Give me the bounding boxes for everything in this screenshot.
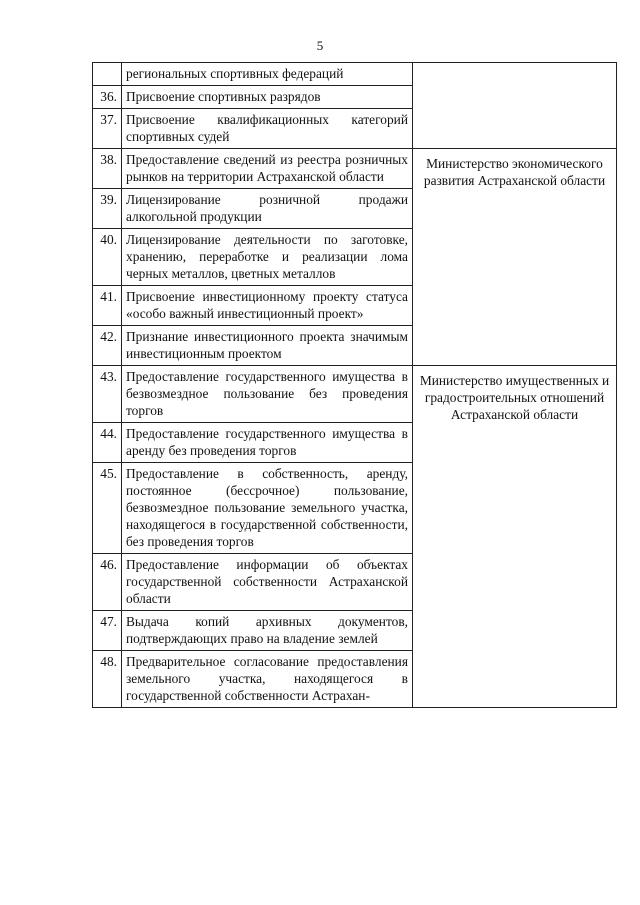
service-name: региональных спортивных федераций — [122, 63, 413, 86]
row-number: 41. — [93, 286, 122, 326]
service-name: Присвоение инвестиционному проекту статуса «особо важный инвестиционный проект» — [122, 286, 413, 326]
page-number: 5 — [316, 38, 324, 53]
row-number: 47. — [93, 611, 122, 651]
organization-economic: Министерство экономического развития Астраханской области — [413, 149, 617, 366]
service-name: Присвоение квалификационных категорий спортивных судей — [122, 109, 413, 149]
service-name: Присвоение спортивных разрядов — [122, 86, 413, 109]
row-number: 46. — [93, 554, 122, 611]
service-name: Предоставление в собственность, аренду, постоянное (бессрочное) пользование, безвозмездное пользование земельного участка, находящегося в государственной собственности, без проведения торгов — [122, 463, 413, 554]
table-row — [93, 366, 617, 423]
row-number: 44. — [93, 423, 122, 463]
row-number: 48. — [93, 651, 122, 708]
row-number: 38. — [93, 149, 122, 189]
organization-cell-empty — [413, 63, 617, 149]
service-name: Лицензирование деятельности по заготовке, хранению, переработке и реализации лома черных металлов, цветных металлов — [122, 229, 413, 286]
row-number: 39. — [93, 189, 122, 229]
row-number: 40. — [93, 229, 122, 286]
service-name: Предоставление информации об объектах государственной собственности Астраханской области — [122, 554, 413, 611]
service-name: Предоставление государственного имущества в безвозмездное пользование без проведения торгов — [122, 366, 413, 423]
row-number — [93, 63, 122, 86]
services-table — [92, 62, 617, 708]
service-name: Выдача копий архивных документов, подтверждающих право на владение землей — [122, 611, 413, 651]
service-name: Предварительное согласование предоставления земельного участка, находящегося в государственной собственности Астрахан- — [122, 651, 413, 708]
service-name: Предоставление государственного имущества в аренду без проведения торгов — [122, 423, 413, 463]
row-number: 37. — [93, 109, 122, 149]
service-name: Предоставление сведений из реестра розничных рынков на территории Астраханской области — [122, 149, 413, 189]
table-row — [93, 149, 617, 189]
organization-property: Министерство имущественных и градостроительных отношений Астраханской области — [413, 366, 617, 708]
row-number: 43. — [93, 366, 122, 423]
row-number: 45. — [93, 463, 122, 554]
service-name: Признание инвестиционного проекта значимым инвестиционным проектом — [122, 326, 413, 366]
row-number: 36. — [93, 86, 122, 109]
row-number: 42. — [93, 326, 122, 366]
service-name: Лицензирование розничной продажи алкогольной продукции — [122, 189, 413, 229]
table-row — [93, 63, 617, 86]
